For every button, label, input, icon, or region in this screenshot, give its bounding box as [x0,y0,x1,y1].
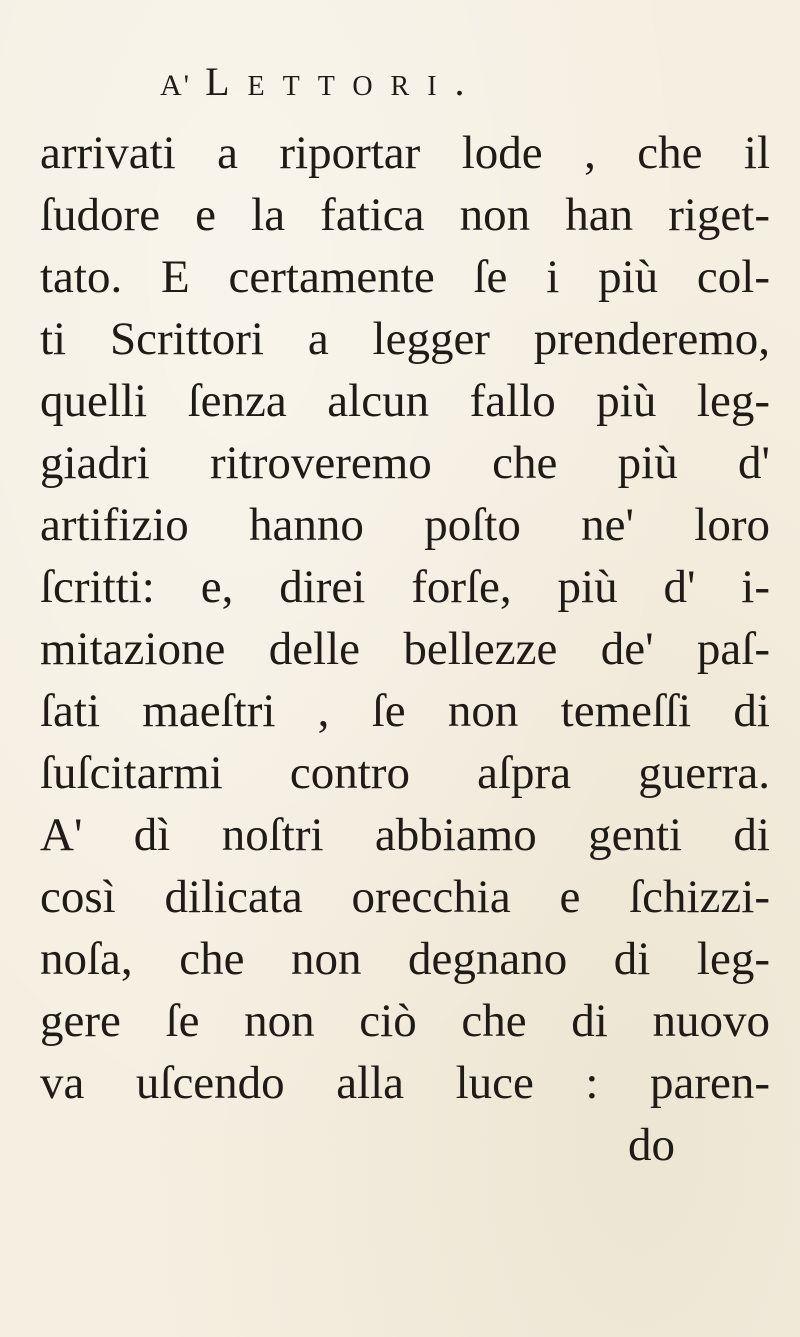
running-head-title: Lettori. [205,59,483,104]
catchword: do [628,1119,675,1171]
text-line: va uſcendo alla luce : paren- [40,1057,770,1109]
running-head-prefix: A' [160,69,192,102]
text-line: giadri ritroveremo che più d' [40,437,770,489]
text-line: ſcritti: e, direi forſe, più d' i- [40,561,770,613]
text-line: A' dì noſtri abbiamo genti di [40,809,770,861]
text-line: ſati maeſtri , ſe non temeſſi di [40,685,770,737]
text-line: ſudore e la fatica non han riget- [40,189,770,241]
text-line: artifizio hanno poſto ne' loro [40,499,770,551]
text-line: tato. E certamente ſe i più col- [40,251,770,303]
text-line: quelli ſenza alcun fallo più leg- [40,375,770,427]
text-line: mitazione delle bellezze de' paſ- [40,623,770,675]
running-head [160,58,720,118]
text-line: ſuſcitarmi contro aſpra guerra. [40,747,770,799]
body-text [40,122,770,1176]
text-line: gere ſe non ciò che di nuovo [40,995,770,1047]
text-line: ti Scrittori a legger prenderemo, [40,313,770,365]
text-line: noſa, che non degnano di leg- [40,933,770,985]
text-line: così dilicata orecchia e ſchizzi- [40,871,770,923]
text-line: arrivati a riportar lode , che il [40,127,770,179]
